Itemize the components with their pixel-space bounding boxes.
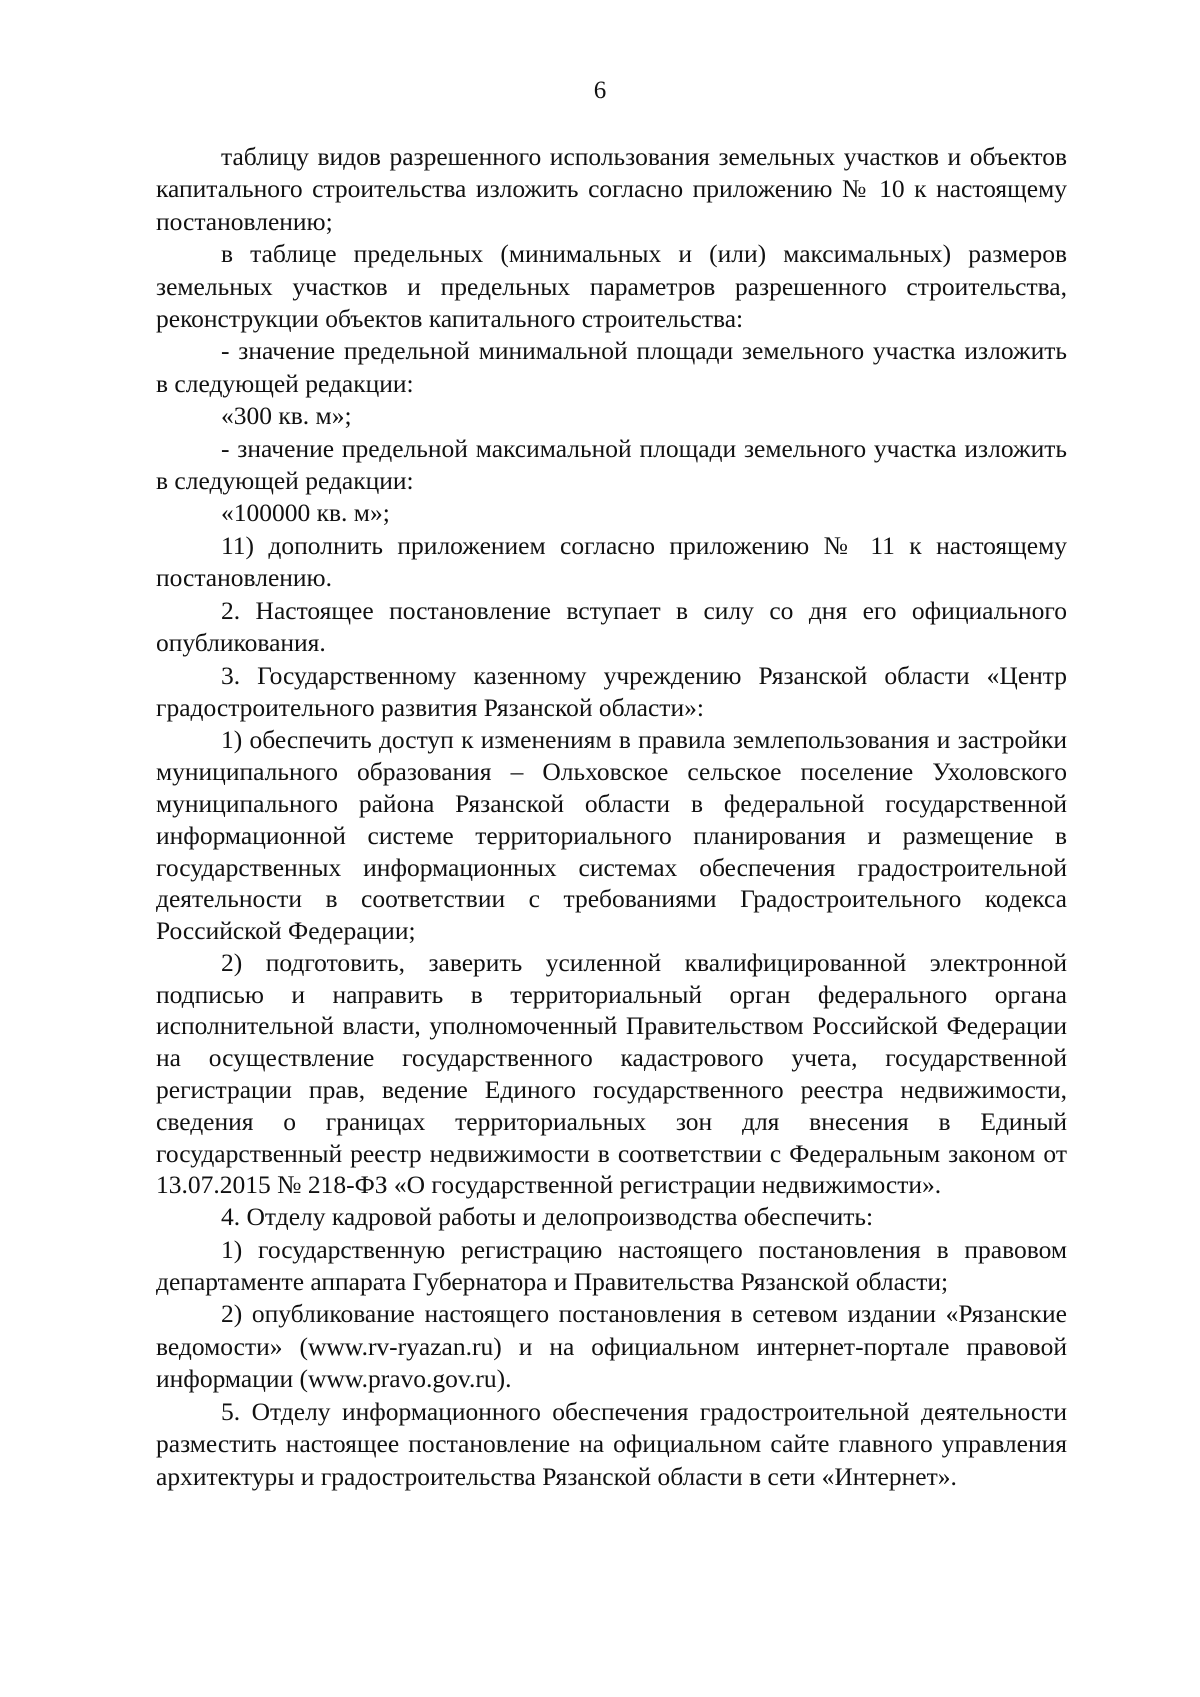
paragraph-clause-2: 2. Настоящее постановление вступает в силу со дня его официального опубликования. [156,595,1067,658]
paragraph-clause-5: 5. Отделу информационного обеспечения градостроительной деятельности разместить настоящее постановление на официальном сайте главного управления архитектуры и градостроительства Рязанской области в сети «Интернет». [156,1396,1067,1491]
paragraph-clause-4: 4. Отделу кадровой работы и делопроизводства обеспечить: [221,1202,874,1232]
paragraph-limit-parameters-table: в таблице предельных (минимальных и (или) максимальных) размеров земельных участков и предельных параметров разрешенного строительства, реконструкции объектов капитального строительства: [156,239,1067,334]
paragraph-maximum-area: - значение предельной максимальной площади земельного участка изложить в следующей редакции: [156,433,1067,496]
paragraph-maximum-area-value: «100000 кв. м»; [221,498,390,528]
paragraph-minimum-area-value: «300 кв. м»; [221,401,352,431]
paragraph-clause-3-item-2: 2) подготовить, заверить усиленной квалифицированной электронной подписью и направить в территориальный орган федерального органа исполнительной власти, уполномоченный Правительством Российской Федерации на осуществление государственного кадастрового учета, государственной регистрации прав, ведение Единого государственного реестра недвижимости, сведения о границах территориальных зон для внесения в Единый государственный реестр недвижимости в соответствии с Федеральным законом от 13.07.2015 № 218-ФЗ «О государственной регистрации недвижимости». [156,947,1067,1200]
paragraph-land-use-table: таблицу видов разрешенного использования земельных участков и объектов капитального строительства изложить согласно приложению № 10 к настоящему постановлению; [156,142,1067,236]
paragraph-item-11: 11) дополнить приложением согласно приложению № 11 к настоящему постановлению. [156,530,1067,593]
paragraph-clause-4-item-1: 1) государственную регистрацию настоящего постановления в правовом департаменте аппарата Губернатора и Правительства Рязанской области; [156,1234,1067,1297]
paragraph-clause-3-item-1: 1) обеспечить доступ к изменениям в правила землепользования и застройки муниципального образования – Ольховское сельское поселение Ухоловского муниципального района Рязанской области в федеральной государственной информационной системе территориального планирования и размещение в государственных информационных системах обеспечения градостроительной деятельности в соответствии с требованиями Градостроительного кодекса Российской Федерации; [156,725,1067,946]
paragraph-clause-3: 3. Государственному казенному учреждению Рязанской области «Центр градостроительного развития Рязанской области»: [156,660,1067,722]
document-body [156,141,1067,1493]
paragraph-minimum-area: - значение предельной минимальной площади земельного участка изложить в следующей редакции: [156,336,1067,398]
paragraph-clause-4-item-2: 2) опубликование настоящего постановления в сетевом издании «Рязанские ведомости» (www.rv-ryazan.ru) и на официальном интернет-портале правовой информации (www.pravo.gov.ru). [156,1299,1067,1394]
page-number: 6 [593,77,607,104]
